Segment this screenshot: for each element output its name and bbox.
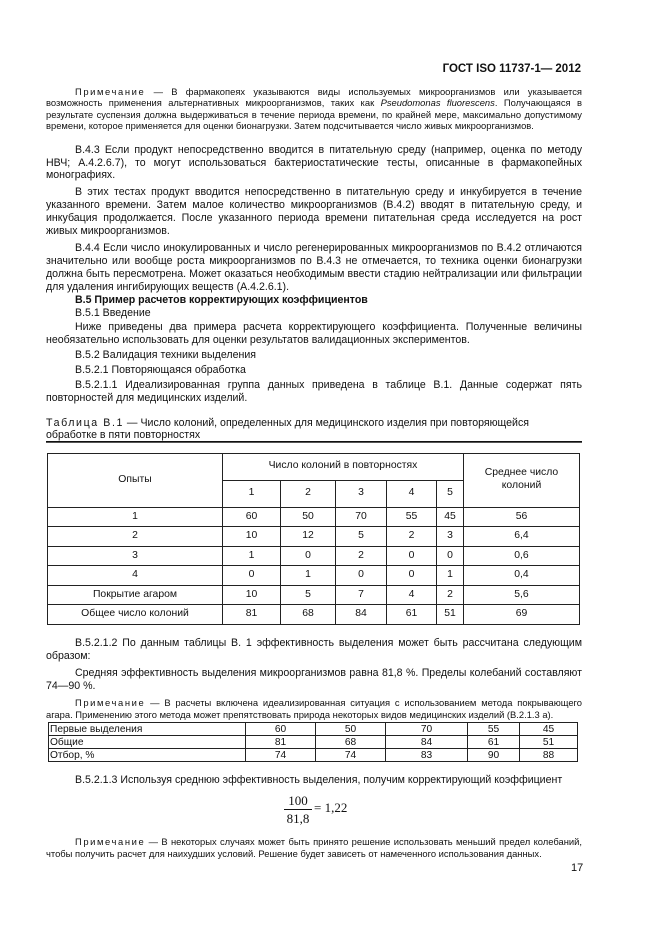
table-row: 1 60 50 70 55 45 56 — [48, 507, 580, 527]
paragraph-b5213: В.5.2.1.3 Используя среднюю эффективность выделения, получим корректирующий коэффициент — [75, 774, 563, 787]
formula-fraction — [284, 793, 312, 827]
rep-header: 3 — [336, 480, 387, 507]
formula-numerator: 100 — [284, 793, 312, 810]
table-b1 — [47, 453, 580, 625]
table-row: 4 0 1 0 0 1 0,4 — [48, 566, 580, 586]
table-efficiency — [48, 722, 578, 762]
note-label: Примечание — [75, 86, 146, 97]
header-trials: Опыты — [48, 453, 223, 507]
heading-b51: В.5.1 Введение — [75, 306, 151, 319]
paragraph-b43: В.4.3 Если продукт непосредственно вводится в питательную среду (например, оценка по методу НВЧ; А.4.2.6.7), то могут использоваться бактериостатические тесты, описанные в фармакопейных монографиях. — [46, 143, 582, 182]
paragraph-b44: В.4.4 Если число инокулированных и число регенерированных микроорганизмов по В.4.2 отличаются значительно или вообще роста микроорганизмов по В.4.3 не отмечается, то техника оценки бионагрузки должна быть пересмотрена. Может оказаться необходимым ввести стадию нейтрализации или фильтрации для удаления ингибирующих веществ (А.4.2.6.1). — [46, 241, 582, 293]
rep-header: 1 — [223, 480, 281, 507]
table-b1-caption: Таблица В.1 — Число колоний, определенных для медицинского изделия при повторяющейся обработке в пяти повторностях — [46, 417, 582, 443]
rep-header: 4 — [387, 480, 437, 507]
paragraph-b51: Ниже приведены два примера расчета корректирующего коэффициента. Полученные величины необязательно использовать для оценки результатов валидационных экспериментов. — [46, 321, 582, 347]
table-row: Отбор, % 74 74 83 90 88 — [49, 749, 578, 762]
note-label: Примечание — [75, 697, 146, 709]
standard-header: ГОСТ ISO 11737-1— 2012 — [442, 63, 581, 75]
paragraph-b5212: В.5.2.1.2 По данным таблицы В. 1 эффективность выделения может быть рассчитана следующим образом: — [46, 636, 582, 662]
page-number: 17 — [571, 862, 584, 874]
table-row: Покрытие агаром 10 5 7 4 2 5,6 — [48, 585, 580, 605]
note-label: Примечание — [75, 836, 146, 848]
species-name: Pseudomonas fluorescens — [380, 97, 495, 109]
table-row: Общие 81 68 84 61 51 — [49, 736, 578, 749]
section-b5-title: В.5 Пример расчетов корректирующих коэффициентов — [75, 293, 368, 306]
header-mean: Среднее число колоний — [464, 453, 580, 507]
header-colonies: Число колоний в повторностях — [223, 453, 464, 480]
main-text — [46, 86, 582, 859]
rep-header: 5 — [437, 480, 464, 507]
table-row: 2 10 12 5 2 3 6,4 — [48, 527, 580, 547]
note-2: Примечание — В расчеты включена идеализированная ситуация с использованием метода покрывающего агара. Применению этого метода может препятствовать природа некоторых видов медицинских изделий (В.2.1.3 а). — [46, 697, 582, 720]
note-3: Примечание — В некоторых случаях может быть принято решение использовать меньший предел колебаний, чтобы получить расчет для наихудших условий. Решение будет зависеть от намеченного использования данных. — [46, 836, 582, 859]
table-row: Общее число колоний 81 68 84 61 51 69 — [48, 605, 580, 625]
heading-b521: В.5.2.1 Повторяющаяся обработка — [75, 364, 246, 377]
table-row: 3 1 0 2 0 0 0,6 — [48, 546, 580, 566]
rep-header: 2 — [281, 480, 336, 507]
heading-b52: В.5.2 Валидация техники выделения — [75, 349, 256, 362]
formula-result: = 1,22 — [314, 800, 348, 816]
table-row: Первые выделения 60 50 70 55 45 — [49, 723, 578, 736]
paragraph-b5212-2: Средняя эффективность выделения микроорганизмов равна 81,8 %. Пределы колебаний составляют 74—90 %. — [46, 666, 582, 692]
formula-denominator: 81,8 — [286, 811, 310, 827]
paragraph-b43-2: В этих тестах продукт вводится непосредственно в питательную среду и инкубируется в течение указанного времени. Затем малое количество микроорганизмов (В.4.2) вводят в питательную среду, и инкубация продолжается. После указанного периода времени питательная среда исследуется на рост живых микроорганизмов. — [46, 186, 582, 238]
note-1: Примечание — В фармакопеях указываются виды используемых микроорганизмов или указывается возможность применения альтернативных микроорганизмов, таких как Pseudomonas fluorescens. Получающаяся в результате суспензия должна выдерживаться в течение периода времени, по крайней мере, максимально допустимому времени, которое применяется для оценки бионагрузки. Затем подсчитывается число живых микроорганизмов. — [46, 86, 582, 132]
correction-formula — [46, 789, 582, 833]
paragraph-b5211: В.5.2.1.1 Идеализированная группа данных приведена в таблице В.1. Данные содержат пять повторностей для медицинских изделий. — [46, 379, 582, 404]
